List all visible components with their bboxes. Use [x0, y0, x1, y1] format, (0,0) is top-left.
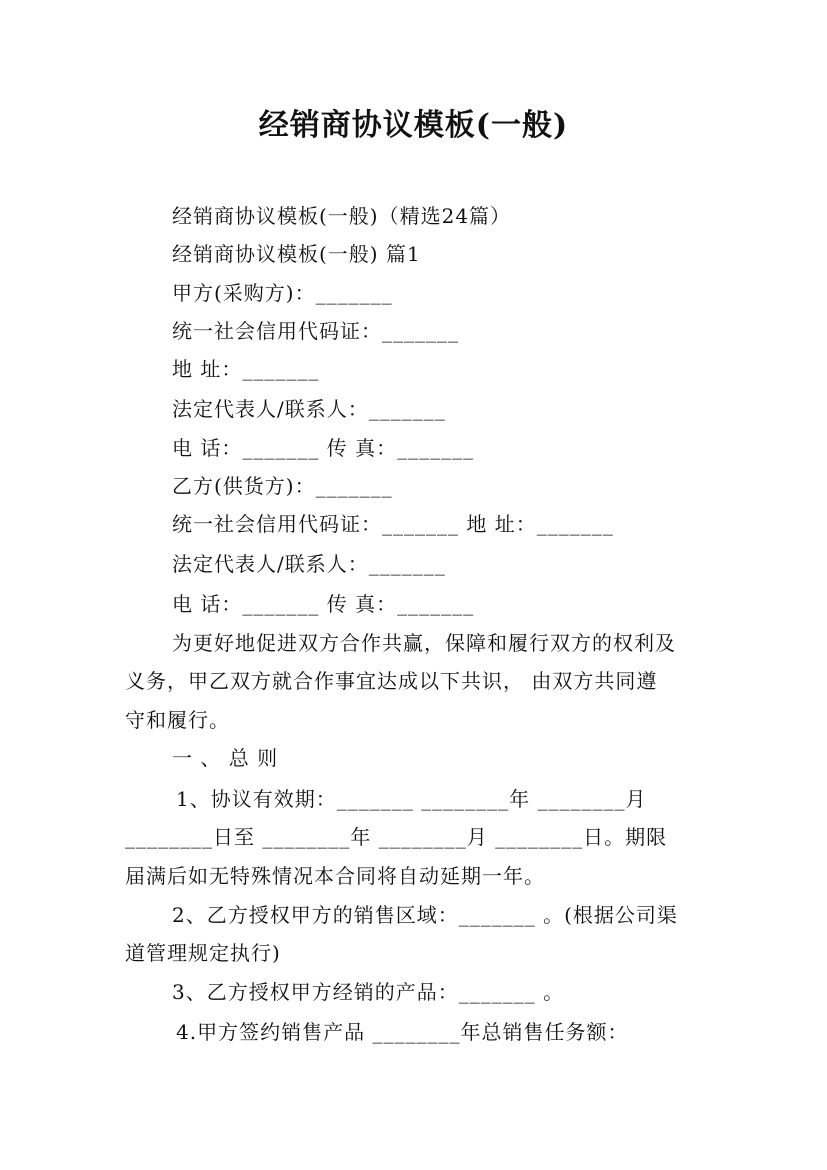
text-line: ________日至 ________年 ________月 ________日。期限	[125, 825, 668, 849]
text-line: 1、协议有效期：_______ ________年 ________月	[176, 787, 647, 811]
text-line: 为更好地促进双方合作共赢，保障和履行双方的权利及	[172, 631, 676, 655]
text-line: 2、乙方授权甲方的销售区域：_______ 。(根据公司渠	[172, 903, 678, 927]
text-line: 法定代表人/联系人：_______	[172, 397, 446, 421]
text-line: 经销商协议模板(一般) 篇1	[172, 242, 421, 266]
text-line: 统一社会信用代码证：_______	[172, 319, 459, 343]
document-title: 经销商协议模板(一般)	[258, 108, 569, 143]
text-line: 届满后如无特殊情况本合同将自动延期一年。	[125, 864, 545, 888]
text-line: 统一社会信用代码证：_______ 地 址：_______	[172, 512, 614, 536]
text-line: 法定代表人/联系人：_______	[172, 552, 446, 576]
text-line: 经销商协议模板(一般)（精选24篇）	[172, 204, 512, 228]
section-heading: 一 、 总 则	[172, 746, 279, 770]
text-line: 义务，甲乙双方就合作事宜达成以下共识， 由双方共同遵	[125, 669, 658, 693]
text-line: 地 址：_______	[172, 357, 320, 381]
text-line: 电 话：_______ 传 真：_______	[172, 436, 475, 460]
text-line: 乙方(供货方)：_______	[172, 474, 393, 498]
text-line: 3、乙方授权甲方经销的产品：_______ 。	[172, 980, 565, 1004]
text-line: 守和履行。	[125, 708, 230, 732]
text-line: 道管理规定执行)	[125, 941, 281, 965]
text-line: 电 话：_______ 传 真：_______	[172, 592, 475, 616]
text-line: 4.甲方签约销售产品 ________年总销售任务额：	[176, 1020, 629, 1044]
text-line: 甲方(采购方)：_______	[172, 281, 393, 305]
